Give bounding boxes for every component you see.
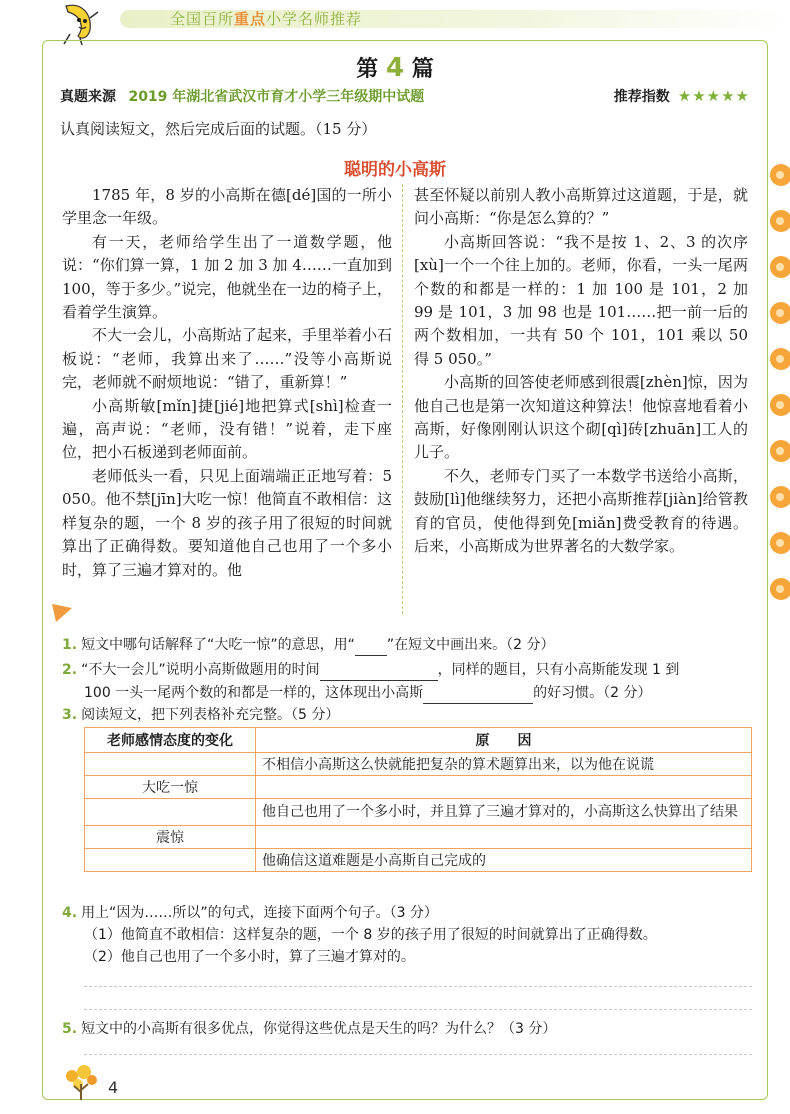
answer-blank[interactable] (355, 633, 387, 656)
side-tab-icon (770, 394, 790, 416)
tree-icon (58, 1062, 104, 1106)
table-row (85, 776, 752, 799)
table-cell-reason: 不相信小高斯这么快就能把复杂的算术题算出来，以为他在说谎 (256, 753, 752, 776)
table-cell-emotion: 大吃一惊 (85, 776, 256, 799)
question-2-continued: 100 一头一尾两个数的和都是一样的，这体现出小高斯 的好习惯。（2 分） (84, 681, 754, 704)
question-4-sentence-1: （1）他简直不敢相信：这样复杂的题，一个 8 岁的孩子用了很短的时间就算出了正确得数。 (84, 927, 657, 943)
table-cell-reason: 他确信这道难题是小高斯自己完成的 (256, 849, 752, 872)
table-cell-reason: 他自己也用了一个多小时，并且算了三遍才算对的，小高斯这么快算出了结果 (256, 799, 752, 826)
story-paragraph: 老师低头一看，只见上面端端正正地写着：5 050。他不禁[jīn]大吃一惊！他简直不敢相信：这样复杂的题，一个 8 岁的孩子用了很短的时间就算出了正确得数。要知道他自己也用了一个多小时，算了三遍才算对的。他 (62, 466, 392, 579)
emotion-table (84, 727, 752, 872)
story-paragraph: 1785 年，8 岁的小高斯在德[dé]国的一所小学里念一年级。 (62, 186, 392, 228)
story-title: 聪明的小高斯 (344, 160, 446, 180)
question-3: 3. 阅读短文，把下列表格补充完整。（5 分） (62, 707, 340, 723)
table-cell-emotion[interactable] (85, 753, 256, 776)
question-1: 1. 短文中哪句话解释了“大吃一惊”的意思，用“ ”在短文中画出来。（2 分） (62, 633, 752, 656)
side-tab-icon (770, 348, 790, 370)
side-tab-icon (770, 164, 790, 186)
page-number: 4 (108, 1078, 119, 1097)
source-text: 2019 年湖北省武汉市育才小学三年级期中试题 (128, 89, 425, 105)
instruction: 认真阅读短文，然后完成后面的试题。（15 分） (60, 120, 377, 138)
table-cell-reason[interactable] (256, 776, 752, 799)
story-paragraph: 小高斯的回答使老师感到很震[zhèn]惊，因为他自己也是第一次知道这种算法！他惊喜地看着小高斯，好像刚刚认识这个砌[qì]砖[zhuān]工人的儿子。 (414, 373, 748, 462)
side-tab-icon (770, 256, 790, 278)
table-cell-reason[interactable] (256, 826, 752, 849)
table-header-right: 原 因 (256, 728, 752, 753)
table-row (85, 826, 752, 849)
answer-blank[interactable] (423, 681, 533, 704)
table-row (85, 849, 752, 872)
side-tab-icon (770, 578, 790, 600)
chapter-title: 第 4 篇 (356, 53, 434, 83)
table-row (85, 753, 752, 776)
question-4-sentence-2: （2）他自己也用了一个多小时，算了三遍才算对的。 (84, 949, 415, 965)
side-tab-icon (770, 532, 790, 554)
story-paragraph: 不久，老师专门买了一本数学书送给小高斯，鼓励[lì]他继续努力，还把小高斯推荐[jiàn]给管教育的官员，使他得到免[miǎn]费受教育的待遇。后来，小高斯成为世界著名的大数学家。 (414, 466, 748, 556)
story-paragraph: 有一天，老师给学生出了一道数学题，他说：“你们算一算，1 加 2 加 3 加 4……一直加到 100，等于多少。”说完，他就坐在一边的椅子上，看着学生演算。 (62, 232, 392, 322)
question-5: 5. 短文中的小高斯有很多优点，你觉得这些优点是天生的吗？为什么？（3 分） (62, 1021, 557, 1037)
side-tab-icon (770, 302, 790, 324)
table-cell-emotion[interactable] (85, 799, 256, 826)
recommend-rating (614, 86, 750, 106)
story-right-column (414, 184, 748, 559)
star-rating: ★★★★★ (677, 87, 750, 105)
corner-triangle-icon (52, 604, 72, 626)
side-tab-icon (770, 486, 790, 508)
table-header-left: 老师感情态度的变化 (85, 728, 256, 753)
story-paragraph: 甚至怀疑以前别人教小高斯算过这道题，于是，就问小高斯：“你是怎么算的？” (414, 186, 748, 228)
table-row (85, 799, 752, 826)
table-cell-emotion[interactable] (85, 849, 256, 872)
source-label: 真题来源 (60, 89, 116, 105)
column-divider (402, 184, 403, 614)
header-title: 全国百所重点小学名师推荐 (170, 10, 363, 28)
question-4: 4. 用上“因为……所以”的句式，连接下面两个句子。（3 分） (62, 905, 438, 921)
header-band (0, 0, 790, 30)
source-row (60, 86, 750, 110)
answer-blank[interactable] (320, 658, 438, 681)
question-2: 2. “不大一会儿”说明小高斯做题用的时间 ，同样的题目，只有小高斯能发现 1 到 (62, 658, 752, 681)
story-paragraph: 小高斯回答说：“我不是按 1、2、3 的次序[xù]一个一个往上加的。老师，你看，一头一尾两个数的和都是一样的：1 加 100 是 101，2 加 99 是 101，3 加 98 也是 101……把一前一后的两个数相加，一共有 50 个 101，101 乘以 50 得 5 050。” (414, 232, 748, 368)
side-tab-icon (770, 210, 790, 232)
story-paragraph: 小高斯敏[mǐn]捷[jié]地把算式[shì]检查一遍，高声说：“老师，没有错！”说着，走下座位，把小石板递到老师面前。 (62, 396, 392, 462)
table-cell-emotion: 震惊 (85, 826, 256, 849)
recommend-label: 推荐指数 (613, 89, 670, 105)
side-tab-icon (770, 440, 790, 462)
story-paragraph: 不大一会儿，小高斯站了起来，手里举着小石板说：“老师，我算出来了……”没等小高斯说完，老师就不耐烦地说：“错了，重新算！” (62, 326, 393, 392)
story-left-column (62, 184, 392, 582)
